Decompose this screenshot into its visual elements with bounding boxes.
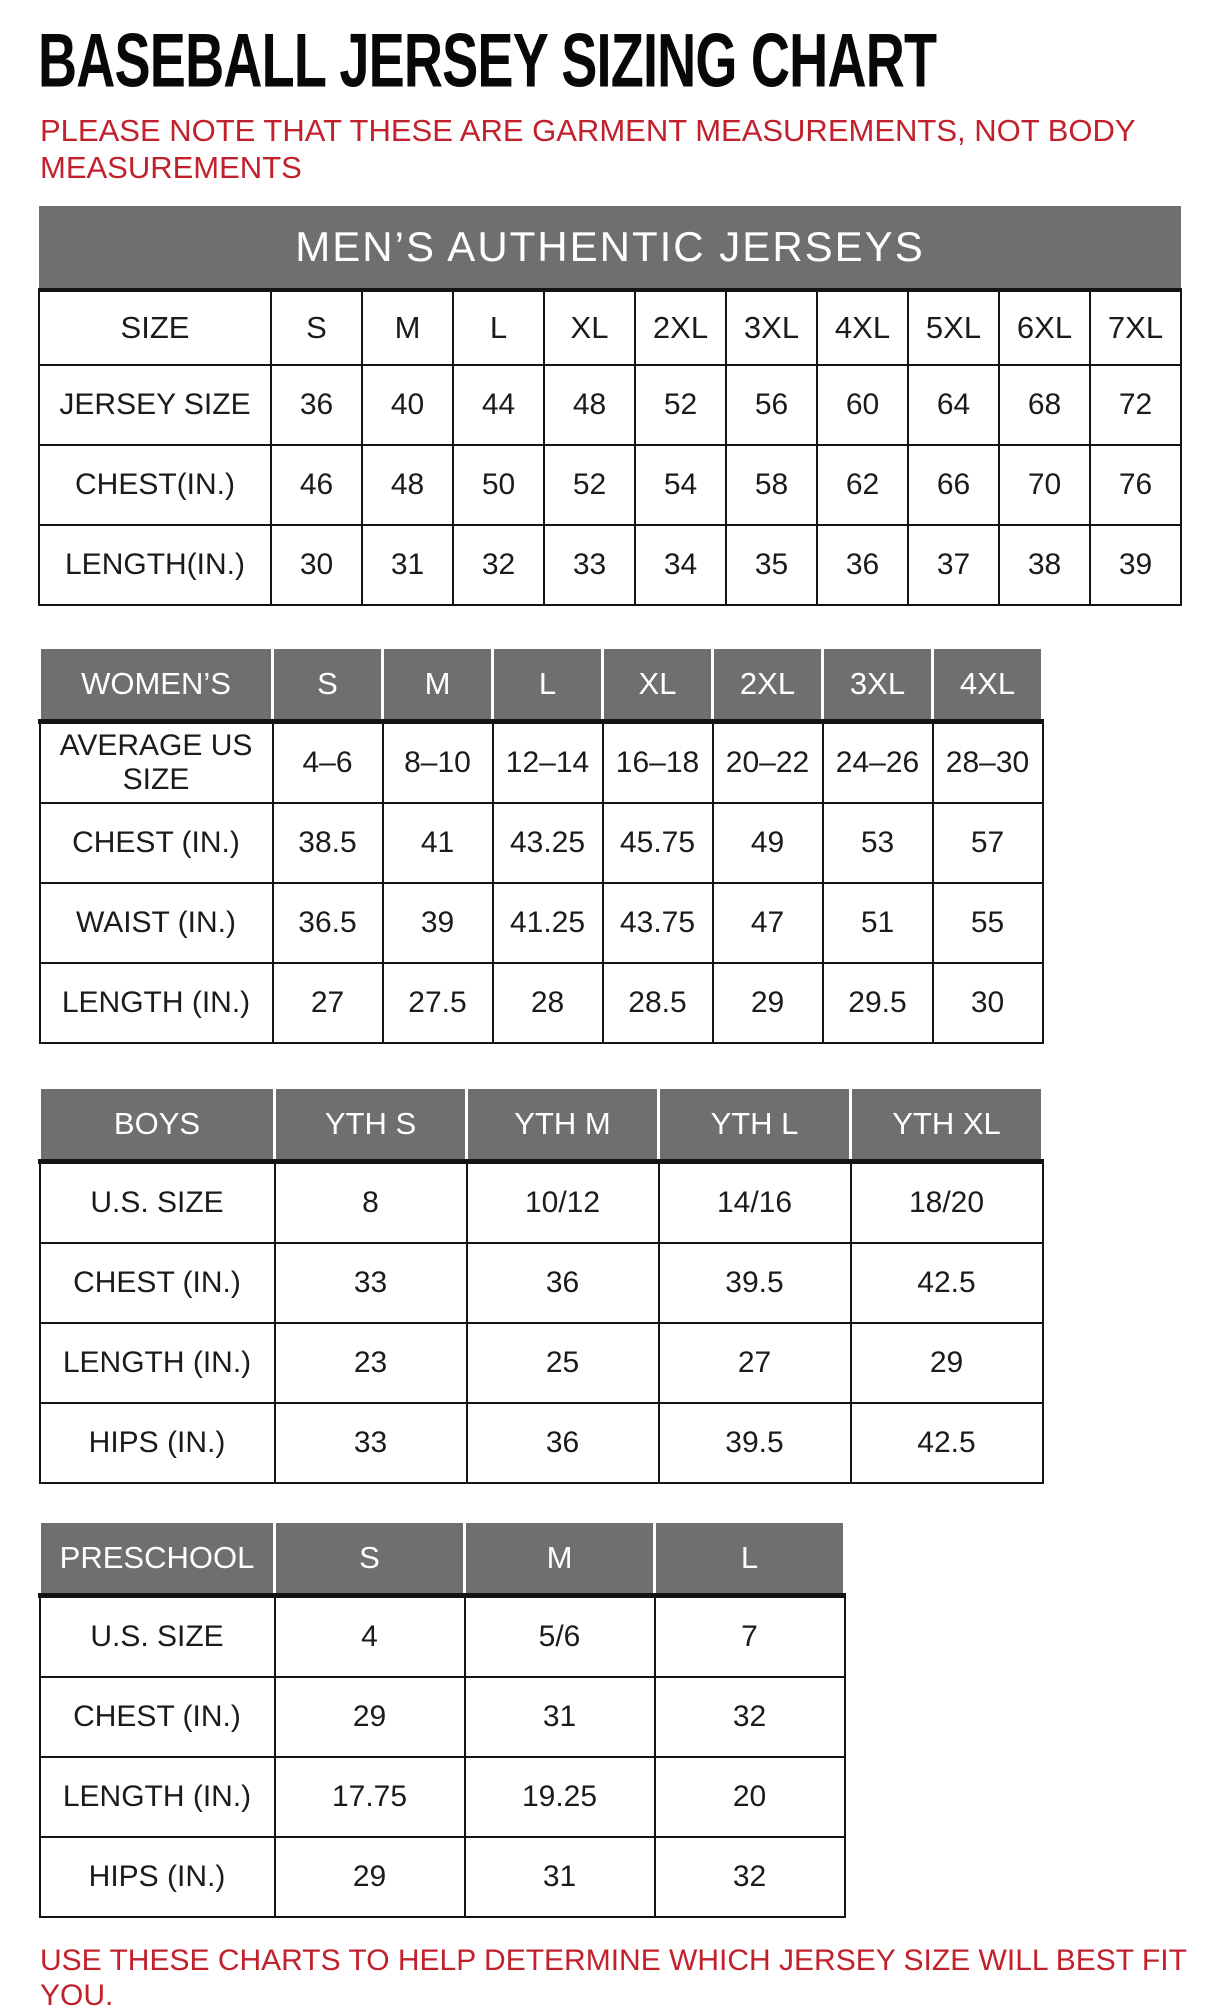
row-label: LENGTH (IN.) [40, 963, 273, 1043]
womens-header-cell: S [273, 648, 383, 722]
womens-header-cell: 2XL [713, 648, 823, 722]
size-value-cell: 39 [383, 883, 493, 963]
table-row [40, 1323, 1043, 1403]
row-label: CHEST (IN.) [40, 1677, 275, 1757]
womens-header-cell: 4XL [933, 648, 1043, 722]
boys-header-cell: YTH XL [851, 1088, 1043, 1162]
size-value-cell: 36 [467, 1243, 659, 1323]
size-value-cell: 44 [453, 365, 544, 445]
womens-header-cell: L [493, 648, 603, 722]
mens-banner: MEN’S AUTHENTIC JERSEYS [39, 206, 1181, 290]
size-value-cell: 25 [467, 1323, 659, 1403]
mens-header-cell: S [271, 290, 362, 365]
size-value-cell: 8 [275, 1162, 467, 1244]
size-value-cell: 28–30 [933, 722, 1043, 804]
size-value-cell: 52 [544, 445, 635, 525]
size-value-cell: 33 [275, 1403, 467, 1483]
row-label: U.S. SIZE [40, 1162, 275, 1244]
size-value-cell: 62 [817, 445, 908, 525]
womens-header-cell: M [383, 648, 493, 722]
size-value-cell: 60 [817, 365, 908, 445]
size-value-cell: 20 [655, 1757, 845, 1837]
header-row [39, 290, 1181, 365]
size-value-cell: 29 [851, 1323, 1043, 1403]
size-value-cell: 4–6 [273, 722, 383, 804]
size-value-cell: 24–26 [823, 722, 933, 804]
size-value-cell: 40 [362, 365, 453, 445]
mens-header-cell: 5XL [908, 290, 999, 365]
row-label: LENGTH (IN.) [40, 1757, 275, 1837]
size-value-cell: 29.5 [823, 963, 933, 1043]
size-value-cell: 31 [362, 525, 453, 605]
size-value-cell: 10/12 [467, 1162, 659, 1244]
size-value-cell: 68 [999, 365, 1090, 445]
size-value-cell: 29 [713, 963, 823, 1043]
size-value-cell: 41.25 [493, 883, 603, 963]
mens-header-cell: 3XL [726, 290, 817, 365]
size-value-cell: 34 [635, 525, 726, 605]
table-row [40, 1162, 1043, 1244]
size-value-cell: 39 [1090, 525, 1181, 605]
size-value-cell: 43.25 [493, 803, 603, 883]
mens-header-cell: XL [544, 290, 635, 365]
page-title: BASEBALL JERSEY SIZING CHART [38, 17, 937, 103]
size-value-cell: 38.5 [273, 803, 383, 883]
size-value-cell: 4 [275, 1596, 465, 1678]
table-row [40, 1677, 845, 1757]
size-value-cell: 39.5 [659, 1243, 851, 1323]
size-value-cell: 33 [544, 525, 635, 605]
mens-header-cell: 4XL [817, 290, 908, 365]
size-value-cell: 31 [465, 1677, 655, 1757]
size-value-cell: 32 [655, 1837, 845, 1917]
mens-header-cell: M [362, 290, 453, 365]
size-value-cell: 54 [635, 445, 726, 525]
size-value-cell: 27.5 [383, 963, 493, 1043]
size-value-cell: 5/6 [465, 1596, 655, 1678]
size-value-cell: 48 [362, 445, 453, 525]
size-value-cell: 14/16 [659, 1162, 851, 1244]
size-value-cell: 48 [544, 365, 635, 445]
sizing-tables [0, 206, 1220, 1918]
row-label: LENGTH (IN.) [40, 1323, 275, 1403]
mens-header-cell: 7XL [1090, 290, 1181, 365]
size-value-cell: 56 [726, 365, 817, 445]
size-value-cell: 27 [273, 963, 383, 1043]
table-row [39, 525, 1181, 605]
size-value-cell: 19.25 [465, 1757, 655, 1837]
size-value-cell: 42.5 [851, 1403, 1043, 1483]
size-value-cell: 50 [453, 445, 544, 525]
size-value-cell: 33 [275, 1243, 467, 1323]
row-label: WAIST (IN.) [40, 883, 273, 963]
size-value-cell: 39.5 [659, 1403, 851, 1483]
size-value-cell: 53 [823, 803, 933, 883]
size-value-cell: 76 [1090, 445, 1181, 525]
table-row [39, 365, 1181, 445]
size-value-cell: 58 [726, 445, 817, 525]
size-value-cell: 36 [467, 1403, 659, 1483]
size-value-cell: 20–22 [713, 722, 823, 804]
size-value-cell: 30 [271, 525, 362, 605]
size-value-cell: 32 [655, 1677, 845, 1757]
table-row [39, 445, 1181, 525]
size-value-cell: 66 [908, 445, 999, 525]
table-row [40, 722, 1043, 804]
table-row [40, 1403, 1043, 1483]
size-value-cell: 55 [933, 883, 1043, 963]
size-value-cell: 35 [726, 525, 817, 605]
size-value-cell: 42.5 [851, 1243, 1043, 1323]
header-row [40, 1088, 1043, 1162]
row-label: LENGTH(IN.) [39, 525, 271, 605]
table-row [40, 803, 1043, 883]
table-row [40, 963, 1043, 1043]
preschool-header-cell: M [465, 1522, 655, 1596]
size-value-cell: 32 [453, 525, 544, 605]
preschool-sizing-table [38, 1520, 846, 1918]
size-value-cell: 41 [383, 803, 493, 883]
size-value-cell: 31 [465, 1837, 655, 1917]
size-value-cell: 47 [713, 883, 823, 963]
size-value-cell: 36 [271, 365, 362, 445]
size-value-cell: 64 [908, 365, 999, 445]
table-row [40, 883, 1043, 963]
size-value-cell: 12–14 [493, 722, 603, 804]
banner-row [39, 206, 1181, 290]
row-label: CHEST(IN.) [39, 445, 271, 525]
row-label: CHEST (IN.) [40, 803, 273, 883]
womens-header-cell: XL [603, 648, 713, 722]
mens-header-cell: SIZE [39, 290, 271, 365]
size-value-cell: 23 [275, 1323, 467, 1403]
size-value-cell: 28.5 [603, 963, 713, 1043]
size-value-cell: 28 [493, 963, 603, 1043]
mens-header-cell: L [453, 290, 544, 365]
row-label: CHEST (IN.) [40, 1243, 275, 1323]
mens-sizing-table [38, 206, 1182, 606]
row-label: HIPS (IN.) [40, 1403, 275, 1483]
size-value-cell: 8–10 [383, 722, 493, 804]
size-value-cell: 72 [1090, 365, 1181, 445]
boys-header-cell: YTH M [467, 1088, 659, 1162]
preschool-header-cell: S [275, 1522, 465, 1596]
row-label: U.S. SIZE [40, 1596, 275, 1678]
size-value-cell: 70 [999, 445, 1090, 525]
row-label: HIPS (IN.) [40, 1837, 275, 1917]
boys-header-cell: YTH S [275, 1088, 467, 1162]
size-value-cell: 57 [933, 803, 1043, 883]
size-value-cell: 17.75 [275, 1757, 465, 1837]
womens-sizing-table [38, 646, 1044, 1044]
fit-advice-note: USE THESE CHARTS TO HELP DETERMINE WHICH JERSEY SIZE WILL BEST FIT YOU. [40, 1944, 1187, 2012]
size-value-cell: 45.75 [603, 803, 713, 883]
size-value-cell: 51 [823, 883, 933, 963]
size-value-cell: 29 [275, 1837, 465, 1917]
size-value-cell: 29 [275, 1677, 465, 1757]
row-label: AVERAGE US SIZE [40, 722, 273, 804]
size-value-cell: 27 [659, 1323, 851, 1403]
boys-sizing-table [38, 1086, 1044, 1484]
header-row [40, 1522, 845, 1596]
size-value-cell: 52 [635, 365, 726, 445]
size-value-cell: 38 [999, 525, 1090, 605]
preschool-header-cell: L [655, 1522, 845, 1596]
boys-header-cell: YTH L [659, 1088, 851, 1162]
header-row [40, 648, 1043, 722]
mens-header-cell: 6XL [999, 290, 1090, 365]
size-value-cell: 36 [817, 525, 908, 605]
size-value-cell: 43.75 [603, 883, 713, 963]
size-value-cell: 46 [271, 445, 362, 525]
mens-header-cell: 2XL [635, 290, 726, 365]
garment-measurements-note: PLEASE NOTE THAT THESE ARE GARMENT MEASUREMENTS, NOT BODY MEASUREMENTS [40, 113, 1136, 186]
size-value-cell: 7 [655, 1596, 845, 1678]
size-value-cell: 16–18 [603, 722, 713, 804]
preschool-header-cell: PRESCHOOL [40, 1522, 275, 1596]
size-value-cell: 49 [713, 803, 823, 883]
size-value-cell: 36.5 [273, 883, 383, 963]
table-row [40, 1596, 845, 1678]
womens-header-cell: WOMEN’S [40, 648, 273, 722]
table-row [40, 1757, 845, 1837]
size-value-cell: 30 [933, 963, 1043, 1043]
table-row [40, 1243, 1043, 1323]
boys-header-cell: BOYS [40, 1088, 275, 1162]
size-value-cell: 37 [908, 525, 999, 605]
row-label: JERSEY SIZE [39, 365, 271, 445]
table-row [40, 1837, 845, 1917]
size-value-cell: 18/20 [851, 1162, 1043, 1244]
womens-header-cell: 3XL [823, 648, 933, 722]
